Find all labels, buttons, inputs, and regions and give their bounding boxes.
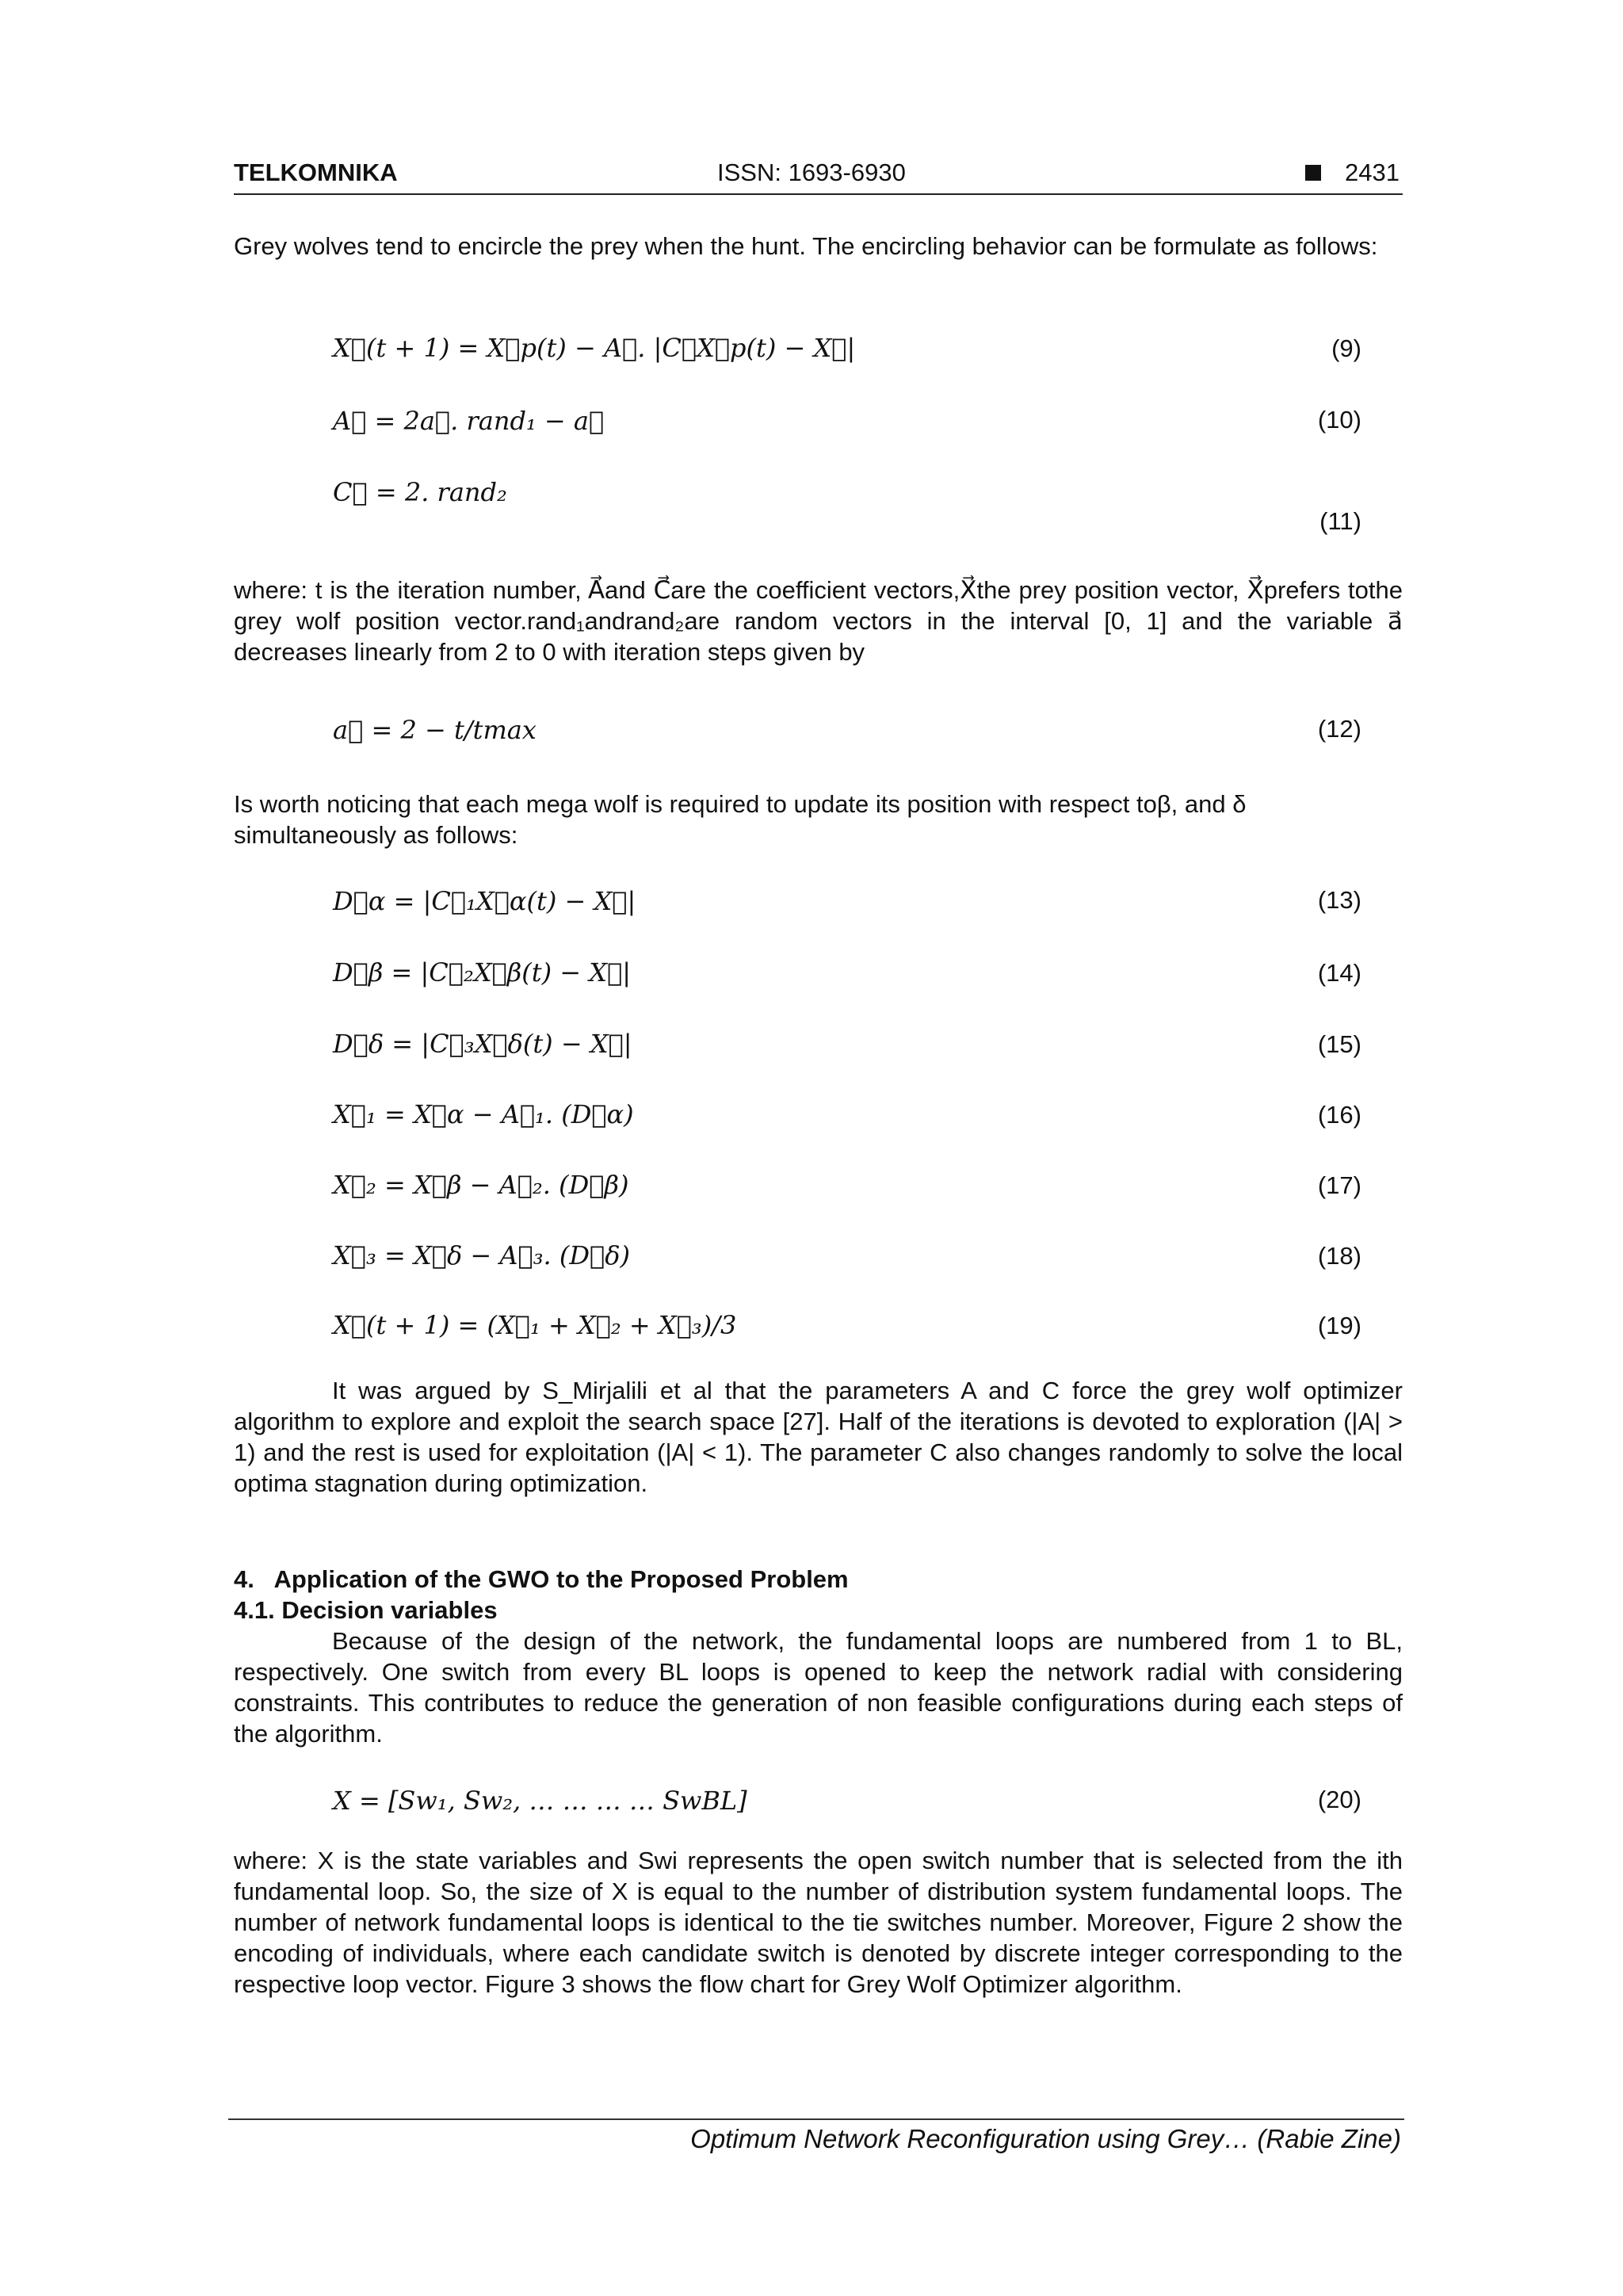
equation-16: X⃗₁ = X⃗α − A⃗₁. (D⃗α): [333, 1099, 634, 1129]
equation-number-20: (20): [1317, 1786, 1361, 1813]
footer-rule: [228, 2118, 1404, 2120]
equation-14: D⃗β = |C⃗₂X⃗β(t) − X⃗|: [333, 957, 632, 988]
equation-number-18: (18): [1317, 1242, 1361, 1270]
equation-number-15: (15): [1317, 1030, 1361, 1058]
where-paragraph: where: t is the iteration number, A⃗and C⃗are the coefficient vectors,X⃗the prey position vector, X⃗prefers tothe grey wolf position vector.rand₁andrand₂are random vectors in the interval [0, 1] and the variable a⃗ decreases linearly from 2 to 0 with iteration steps given by: [234, 576, 1403, 666]
equation-18: X⃗₃ = X⃗δ − A⃗₃. (D⃗δ): [333, 1240, 630, 1270]
equation-19: X⃗(t + 1) = (X⃗₁ + X⃗₂ + X⃗₃)/3: [333, 1310, 737, 1340]
worth-paragraph: Is worth noticing that each mega wolf is required to update its position with respect toβ, and δ simultaneously as follows:: [234, 790, 1247, 849]
equation-number-17: (17): [1317, 1171, 1361, 1199]
argued-paragraph: It was argued by S_Mirjalili et al that the parameters A and C force the grey wolf optimizer algorithm to explore and exploit the search space [27]. Half of the iterations is devoted to exploration (|A| > 1) and the rest is used for exploitation (|A| < 1). The parameter C also changes randomly to solve the local optima stagnation during optimization.: [234, 1377, 1403, 1497]
equation-20: X = [Sw₁, Sw₂, … … … … SwBL]: [333, 1786, 747, 1816]
equation-number-10: (10): [1317, 406, 1361, 434]
equation-13: D⃗α = |C⃗₁X⃗α(t) − X⃗|: [333, 886, 636, 916]
equation-number-14: (14): [1317, 959, 1361, 987]
square-bullet-icon: [1305, 165, 1321, 181]
journal-name: TELKOMNIKA: [234, 159, 398, 186]
equation-number-13: (13): [1317, 886, 1361, 914]
equation-12: a⃗ = 2 − t/tmax: [333, 715, 537, 745]
running-footer: Optimum Network Reconfiguration using Grey… (Rabie Zine): [690, 2124, 1401, 2153]
section-title: 4. Application of the GWO to the Proposed Problem: [234, 1565, 849, 1593]
equation-17: X⃗₂ = X⃗β − A⃗₂. (D⃗β): [333, 1170, 629, 1200]
subsection-title: 4.1. Decision variables: [234, 1596, 498, 1624]
decision-paragraph: Because of the design of the network, the fundamental loops are numbered from 1 to BL, respectively. One switch from every BL loops is opened to keep the network radial with considering constraints. This contributes to reduce the generation of non feasible configurations during each steps of the algorithm.: [234, 1627, 1403, 1748]
equation-15: D⃗δ = |C⃗₃X⃗δ(t) − X⃗|: [333, 1029, 632, 1059]
equation-number-16: (16): [1317, 1101, 1361, 1129]
equation-number-19: (19): [1317, 1312, 1361, 1339]
equation-number-11: (11): [1319, 507, 1361, 535]
running-header: [234, 155, 1403, 195]
equation-number-12: (12): [1317, 715, 1361, 743]
intro-paragraph: Grey wolves tend to encircle the prey when the hunt. The encircling behavior can be formulate as follows:: [234, 232, 1378, 260]
issn: ISSN: 1693-6930: [717, 159, 906, 186]
page-number: 2431: [1345, 159, 1400, 186]
state-paragraph: where: X is the state variables and Swi represents the open switch number that is selected from the ith fundamental loop. So, the size of X is equal to the number of distribution system fundamental loops. The number of network fundamental loops is identical to the tie switches number. Moreover, Figure 2 show the encoding of individuals, where each candidate switch is denoted by discrete integer corresponding to the respective loop vector. Figure 3 shows the flow chart for Grey Wolf Optimizer algorithm.: [234, 1847, 1403, 1998]
equation-number-9: (9): [1331, 334, 1361, 362]
equation-9: X⃗(t + 1) = X⃗p(t) − A⃗. |C⃗X⃗p(t) − X⃗|: [333, 333, 856, 363]
equation-10: A⃗ = 2a⃗. rand₁ − a⃗: [333, 406, 605, 436]
equation-11: C⃗ = 2. rand₂: [333, 477, 507, 507]
